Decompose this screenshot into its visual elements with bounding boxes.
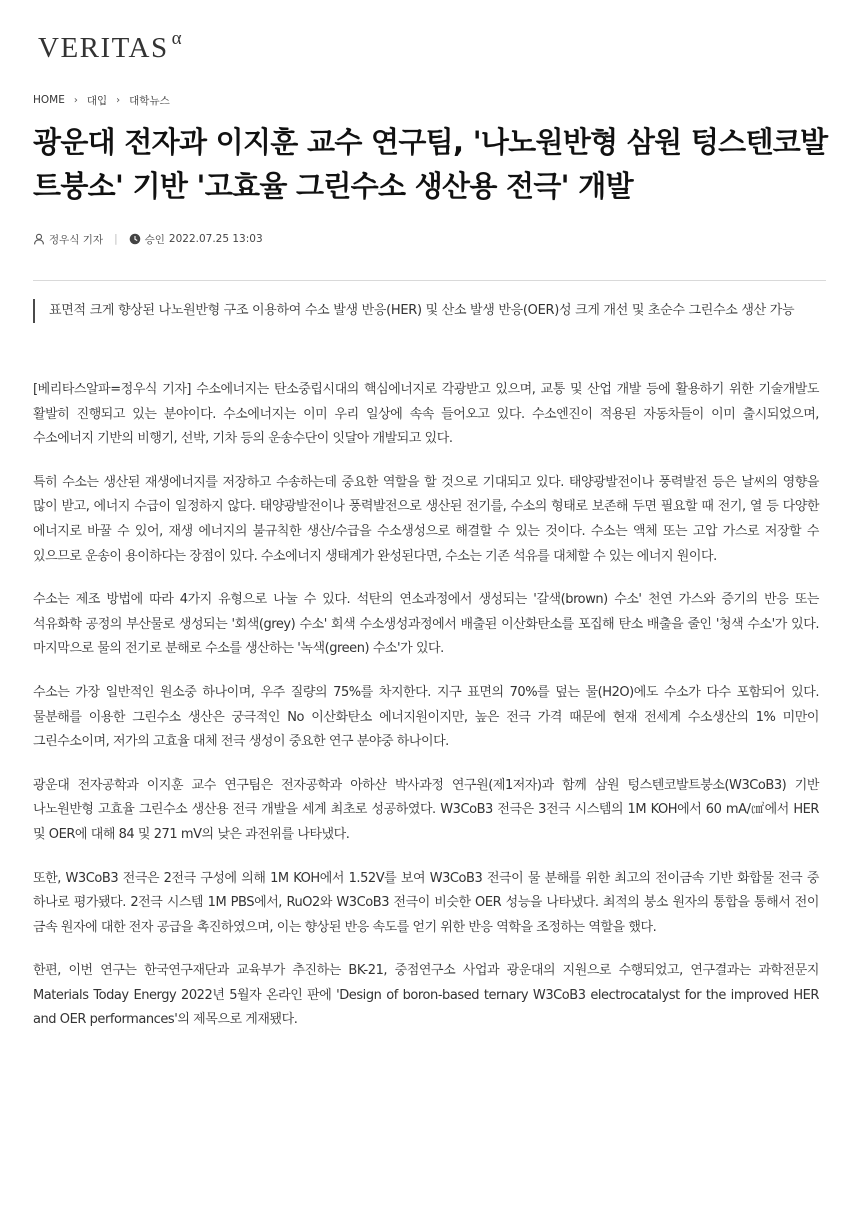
body-paragraph: 광운대 전자공학과 이지훈 교수 연구팀은 전자공학과 아하산 박사과정 연구원(제1저자)과 함께 삼원 텅스텐코발트붕소(W3CoB3) 기반 나노원반형 고효율 그린수소 생산용 전극 개발을 세계 최초로 성공하였다. W3CoB3 전극은 3전극 시스템의 1M KOH에서 60 mA/㎠에서 HER 및 OER에 대해 84 및 271 mV의 낮은 과전위를 나타냈다.	[33, 777, 819, 842]
user-icon	[33, 233, 45, 245]
body-paragraph: 수소는 제조 방법에 따라 4가지 유형으로 나눌 수 있다. 석탄의 연소과정에서 생성되는 '갈색(brown) 수소' 천연 가스와 증기의 반응 또는 석유화학 공정의 부산물로 생성되는 '회색(grey) 수소' 회색 수소생성과정에서 배출된 이산화탄소를 포집해 탄소 배출을 줄인 '청색 수소'가 있다. 마지막으로 물의 전기로 분해로 수소를 생산하는 '녹색(green) 수소'가 있다.	[33, 592, 819, 657]
approved-label: 승인	[144, 233, 165, 246]
header-divider	[33, 280, 826, 281]
article-body	[33, 378, 819, 1052]
breadcrumb	[33, 92, 170, 108]
breadcrumb-home[interactable]: HOME	[33, 94, 65, 106]
logo-text: VERITAS	[38, 32, 169, 64]
body-paragraph: [베리타스알파=정우식 기자] 수소에너지는 탄소중립시대의 핵심에너지로 각광받고 있으며, 교통 및 산업 개발 등에 활용하기 위한 기술개발도 활발히 진행되고 있는 분야이다. 수소에너지는 이미 우리 일상에 속속 들어오고 있다. 수소엔진이 적용된 자동차들이 이미 출시되었으며, 수소에너지 기반의 비행기, 선박, 기차 등의 운송수단이 잇달아 개발되고 있다.	[33, 382, 820, 447]
author-name[interactable]: 정우식 기자	[49, 233, 104, 246]
body-paragraph: 또한, W3CoB3 전극은 2전극 구성에 의해 1M KOH에서 1.52V를 보여 W3CoB3 전극이 물 분해를 위한 최고의 전이금속 기반 화합물 전극 중 하나로 평가됐다. 2전극 시스템 1M PBS에서, RuO2와 W3CoB3 전극이 비슷한 OER 성능을 나타냈다. 최적의 붕소 원자의 통합을 통해서 전이 금속 원자에 대한 전자 공급을 촉진하였으며, 이는 향상된 반응 속도를 얻기 위한 반응 역학을 조정하는 역할을 했다.	[33, 870, 819, 935]
body-paragraph: 특히 수소는 생산된 재생에너지를 저장하고 수송하는데 중요한 역할을 할 것으로 기대되고 있다. 태양광발전이나 풍력발전 등은 날씨의 영향을 많이 받고, 에너지 수급이 일정하지 않다. 태양광발전이나 풍력발전으로 생산된 전기를, 수소의 형태로 보존해 두면 필요할 때 전기, 열 등 다양한 에너지로 바꿀 수 있어, 재생 에너지의 불규칙한 생산/수급을 수소생성으로 해결할 수 있는 것이다. 수소는 액체 또는 고압 가스로 저장할 수 있으므로 운송이 용이하다는 장점이 있다. 수소에너지 생태계가 완성된다면, 수소는 기존 석유를 대체할 수 있는 에너지 원이다.	[33, 474, 819, 564]
body-paragraph: 한편, 이번 연구는 한국연구재단과 교육부가 추진하는 BK-21, 중점연구소 사업과 광운대의 지원으로 수행되었고, 연구결과는 과학전문지 Materials Today Energy 2022년 5월자 온라인 판에 'Design of boron-based ternary W3CoB3 electrocatalyst for the improved HER and OER performances'의 제목으로 게재됐다.	[33, 963, 819, 1028]
body-paragraph: 수소는 가장 일반적인 원소중 하나이며, 우주 질량의 75%를 차지한다. 지구 표면의 70%를 덮는 물(H2O)에도 수소가 다수 포함되어 있다. 물분해를 이용한 그린수소 생산은 궁극적인 No 이산화탄소 에너지원이지만, 높은 전극 가격 때문에 현재 전세계 수소생산의 1% 미만이 그린수소이며, 저가의 고효율 대체 전극 생성이 중요한 연구 분야중 하나이다.	[33, 684, 819, 750]
site-logo[interactable]	[38, 28, 182, 68]
breadcrumb-admission[interactable]: 대입	[86, 94, 108, 107]
logo-superscript: α	[171, 28, 182, 49]
chevron-right-icon: ›	[73, 94, 78, 106]
article-subtitle: 표면적 크게 향상된 나노원반형 구조 이용하여 수소 발생 반응(HER) 및 산소 발생 반응(OER)성 크게 개선 및 초순수 그린수소 생산 가능	[33, 299, 834, 323]
article-meta	[33, 231, 263, 247]
meta-divider: |	[114, 233, 118, 245]
clock-icon	[129, 233, 141, 245]
approved-datetime: 2022.07.25 13:03	[168, 233, 263, 245]
chevron-right-icon: ›	[116, 94, 121, 106]
article-title: 광운대 전자과 이지훈 교수 연구팀, '나노원반형 삼원 텅스텐코발트붕소' 기반 '고효율 그린수소 생산용 전극' 개발	[33, 125, 828, 203]
breadcrumb-university-news[interactable]: 대학뉴스	[129, 94, 170, 107]
